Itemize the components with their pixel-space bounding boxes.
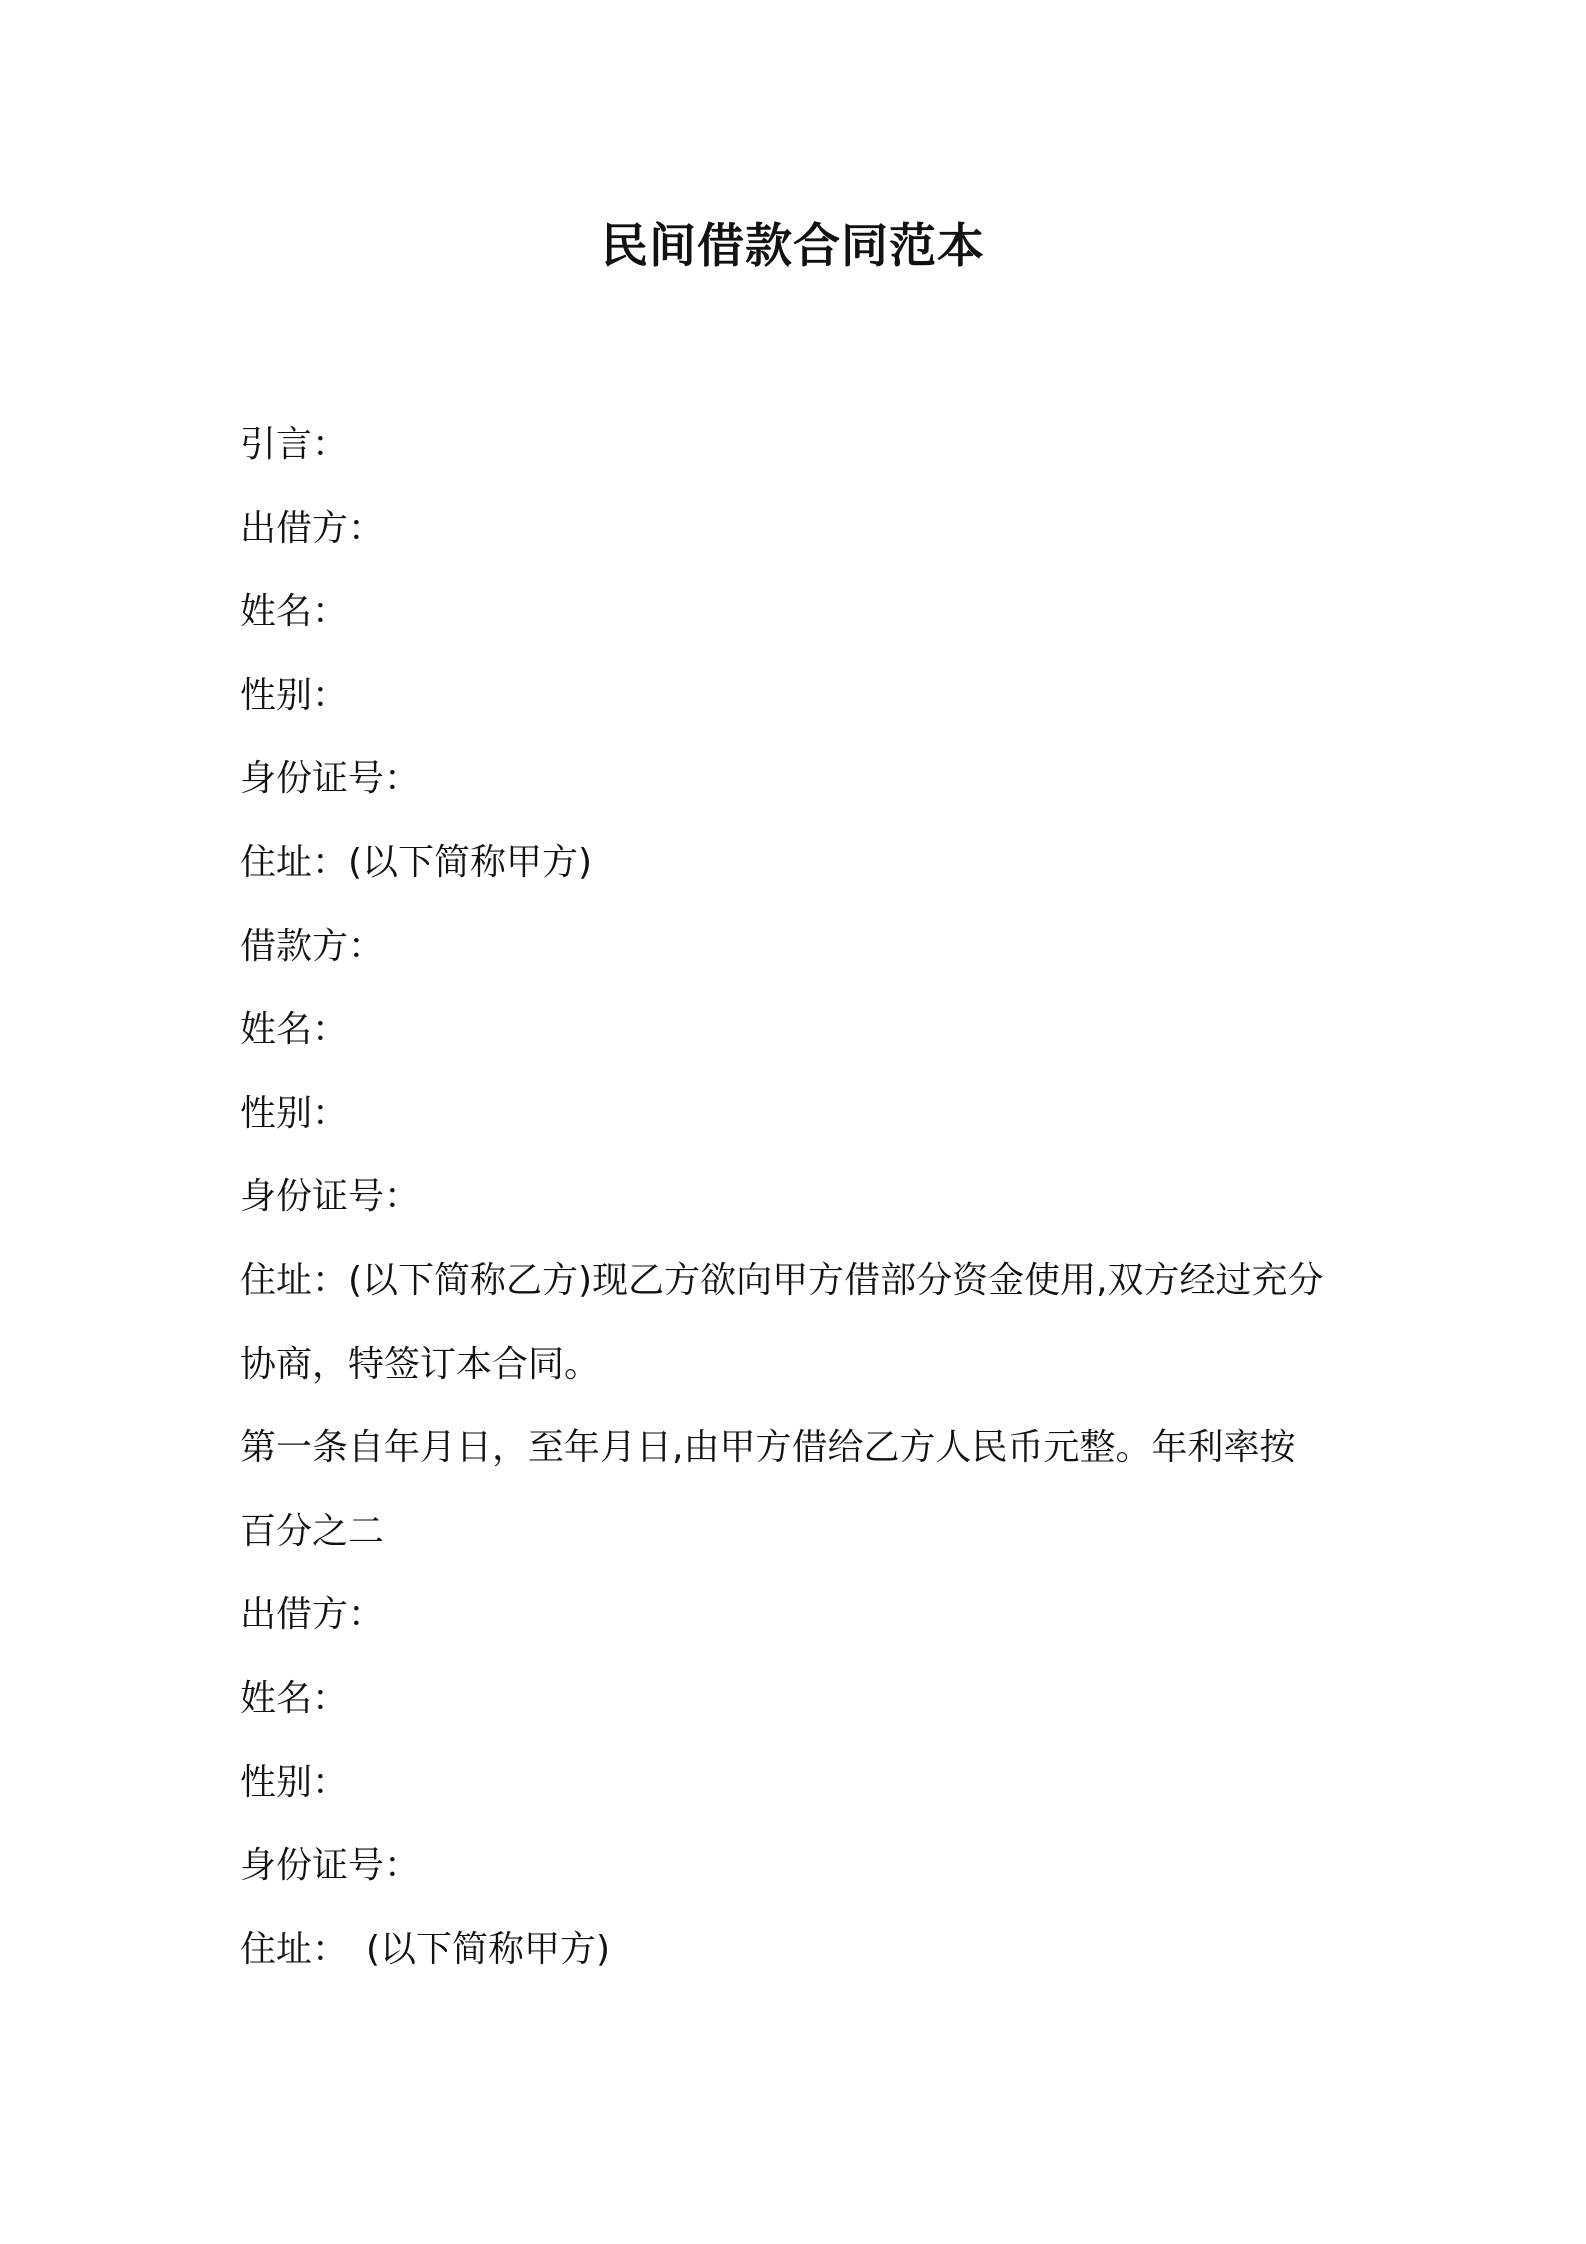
lender-name-field: 姓名： (240, 591, 349, 633)
lender-label-repeat: 出借方： (240, 1594, 385, 1636)
lender-address-field-repeat: 住址： (以下简称甲方) (240, 1928, 611, 1970)
lender-address-field: 住址：(以下简称甲方) (240, 841, 593, 883)
borrower-address-paragraph-cont: 协商，特签订本合同。 (240, 1343, 601, 1385)
article-one-paragraph-cont: 百分之二 (240, 1510, 385, 1552)
document-body (240, 403, 1360, 1991)
borrower-gender-field: 性别： (240, 1092, 349, 1134)
lender-id-field: 身份证号： (240, 758, 421, 800)
lender-id-field-repeat: 身份证号： (240, 1845, 421, 1887)
lender-gender-field-repeat: 性别： (240, 1761, 349, 1803)
borrower-name-field: 姓名： (240, 1009, 349, 1051)
document-title: 民间借款合同范本 (601, 219, 985, 274)
borrower-id-field: 身份证号： (240, 1176, 421, 1218)
borrower-label: 借款方： (240, 925, 385, 967)
lender-label: 出借方： (240, 507, 385, 549)
borrower-address-paragraph: 住址：(以下简称乙方)现乙方欲向甲方借部分资金使用,双方经过充分 (240, 1259, 1324, 1301)
lender-gender-field: 性别： (240, 674, 349, 716)
article-one-paragraph: 第一条自年月日，至年月日,由甲方借给乙方人民币元整。年利率按 (240, 1427, 1296, 1469)
lender-name-field-repeat: 姓名： (240, 1677, 349, 1719)
intro-label: 引言： (240, 424, 349, 465)
